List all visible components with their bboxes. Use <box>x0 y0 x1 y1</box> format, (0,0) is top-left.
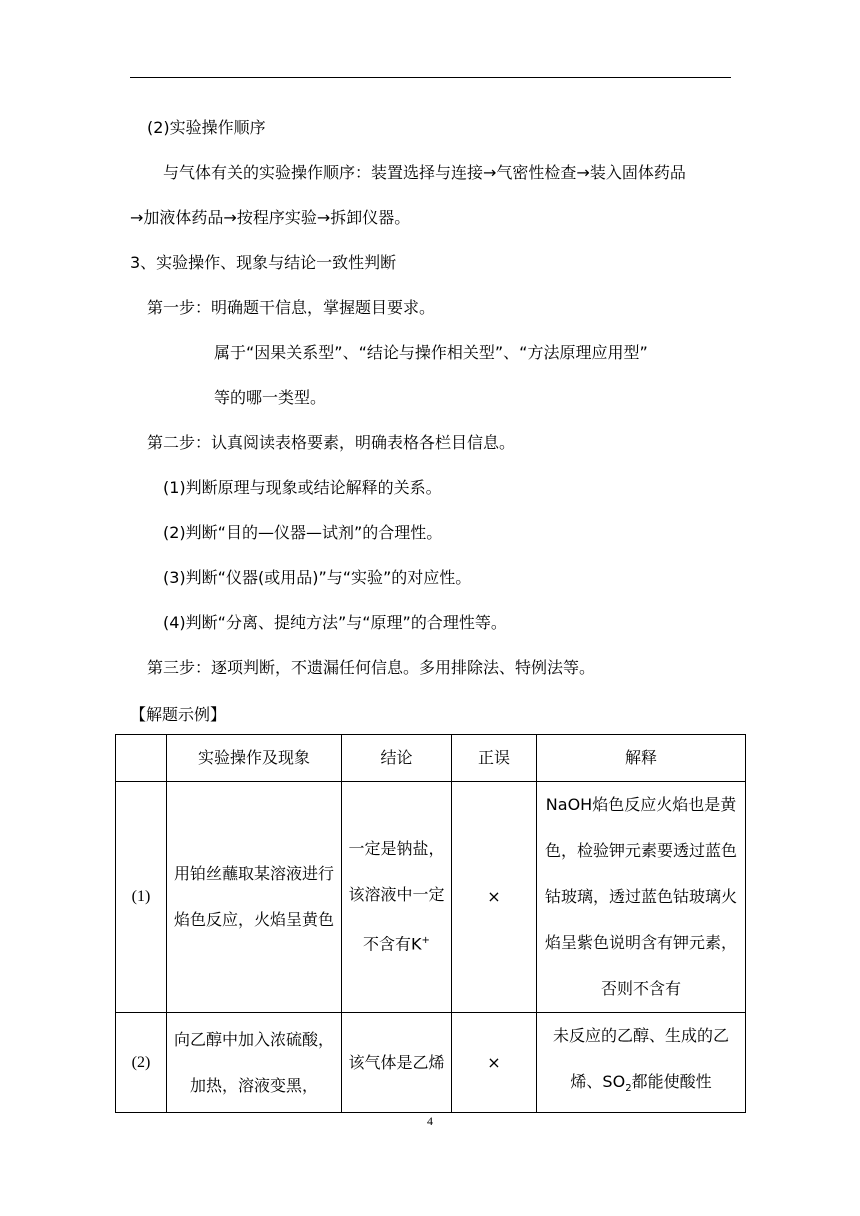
paragraph-line-1: 与气体有关的实验操作顺序：装置选择与连接→气密性检查→装入固体药品 <box>163 163 686 182</box>
row-number: (1) <box>116 782 167 1013</box>
step-three: 第三步：逐项判断，不遗漏任何信息。多用排除法、特例法等。 <box>147 658 596 677</box>
paragraph-line-2: →加液体药品→按程序实验→拆卸仪器。 <box>130 208 411 227</box>
subheading-operation-order: (2)实验操作顺序 <box>147 118 266 137</box>
page-number: 4 <box>427 1114 433 1128</box>
verdict-cell: × <box>452 1013 537 1113</box>
header-cell-verdict: 正误 <box>452 735 537 782</box>
example-table <box>115 734 746 1113</box>
conclusion-text: 一定是钠盐，该溶液中一定不含有K <box>348 839 445 954</box>
step-two: 第二步：认真阅读表格要素，明确表格各栏目信息。 <box>147 433 516 452</box>
step-two-item-3: (3)判断“仪器(或用品)”与“实验”的对应性。 <box>163 568 472 587</box>
header-cell-operation: 实验操作及现象 <box>167 735 342 782</box>
conclusion-cell: 该气体是乙烯 <box>342 1013 452 1113</box>
operation-cell: 用铂丝蘸取某溶液进行焰色反应，火焰呈黄色 <box>167 782 342 1013</box>
step-two-item-2: (2)判断“目的—仪器—试剂”的合理性。 <box>163 523 443 542</box>
example-heading: 【解题示例】 <box>130 705 227 724</box>
table-header-row <box>116 735 746 782</box>
step-one-detail-1: 属于“因果关系型”、“结论与操作相关型”、“方法原理应用型” <box>214 343 648 362</box>
table-row <box>116 1013 746 1113</box>
header-cell-no <box>116 735 167 782</box>
header-cell-conclusion: 结论 <box>342 735 452 782</box>
header-rule <box>130 77 731 78</box>
conclusion-cell <box>342 782 452 1013</box>
explanation-cell: NaOH焰色反应火焰也是黄色，检验钾元素要透过蓝色钴玻璃，透过蓝色钴玻璃火焰呈紫色说明含有钾元素，否则不含有 <box>537 782 746 1013</box>
table-row <box>116 782 746 1013</box>
explanation-text-b: 都能使酸性 <box>631 1072 712 1091</box>
subscript-2: 2 <box>625 1083 632 1095</box>
ion-charge: + <box>421 935 430 947</box>
header-cell-explanation: 解释 <box>537 735 746 782</box>
step-one-detail-2: 等的哪一类型。 <box>214 388 327 407</box>
verdict-cell: × <box>452 782 537 1013</box>
row-number: (2) <box>116 1013 167 1113</box>
section-heading-3: 3、实验操作、现象与结论一致性判断 <box>130 253 397 272</box>
step-one: 第一步：明确题干信息，掌握题目要求。 <box>147 298 436 317</box>
step-two-item-1: (1)判断原理与现象或结论解释的关系。 <box>163 478 442 497</box>
operation-cell: 向乙醇中加入浓硫酸，加热，溶液变黑， <box>167 1013 342 1113</box>
step-two-item-4: (4)判断“分离、提纯方法”与“原理”的合理性等。 <box>163 613 507 632</box>
explanation-cell <box>537 1013 746 1113</box>
explanation-text-a: 未反应的乙醇、生成的乙烯、SO <box>552 1026 729 1091</box>
